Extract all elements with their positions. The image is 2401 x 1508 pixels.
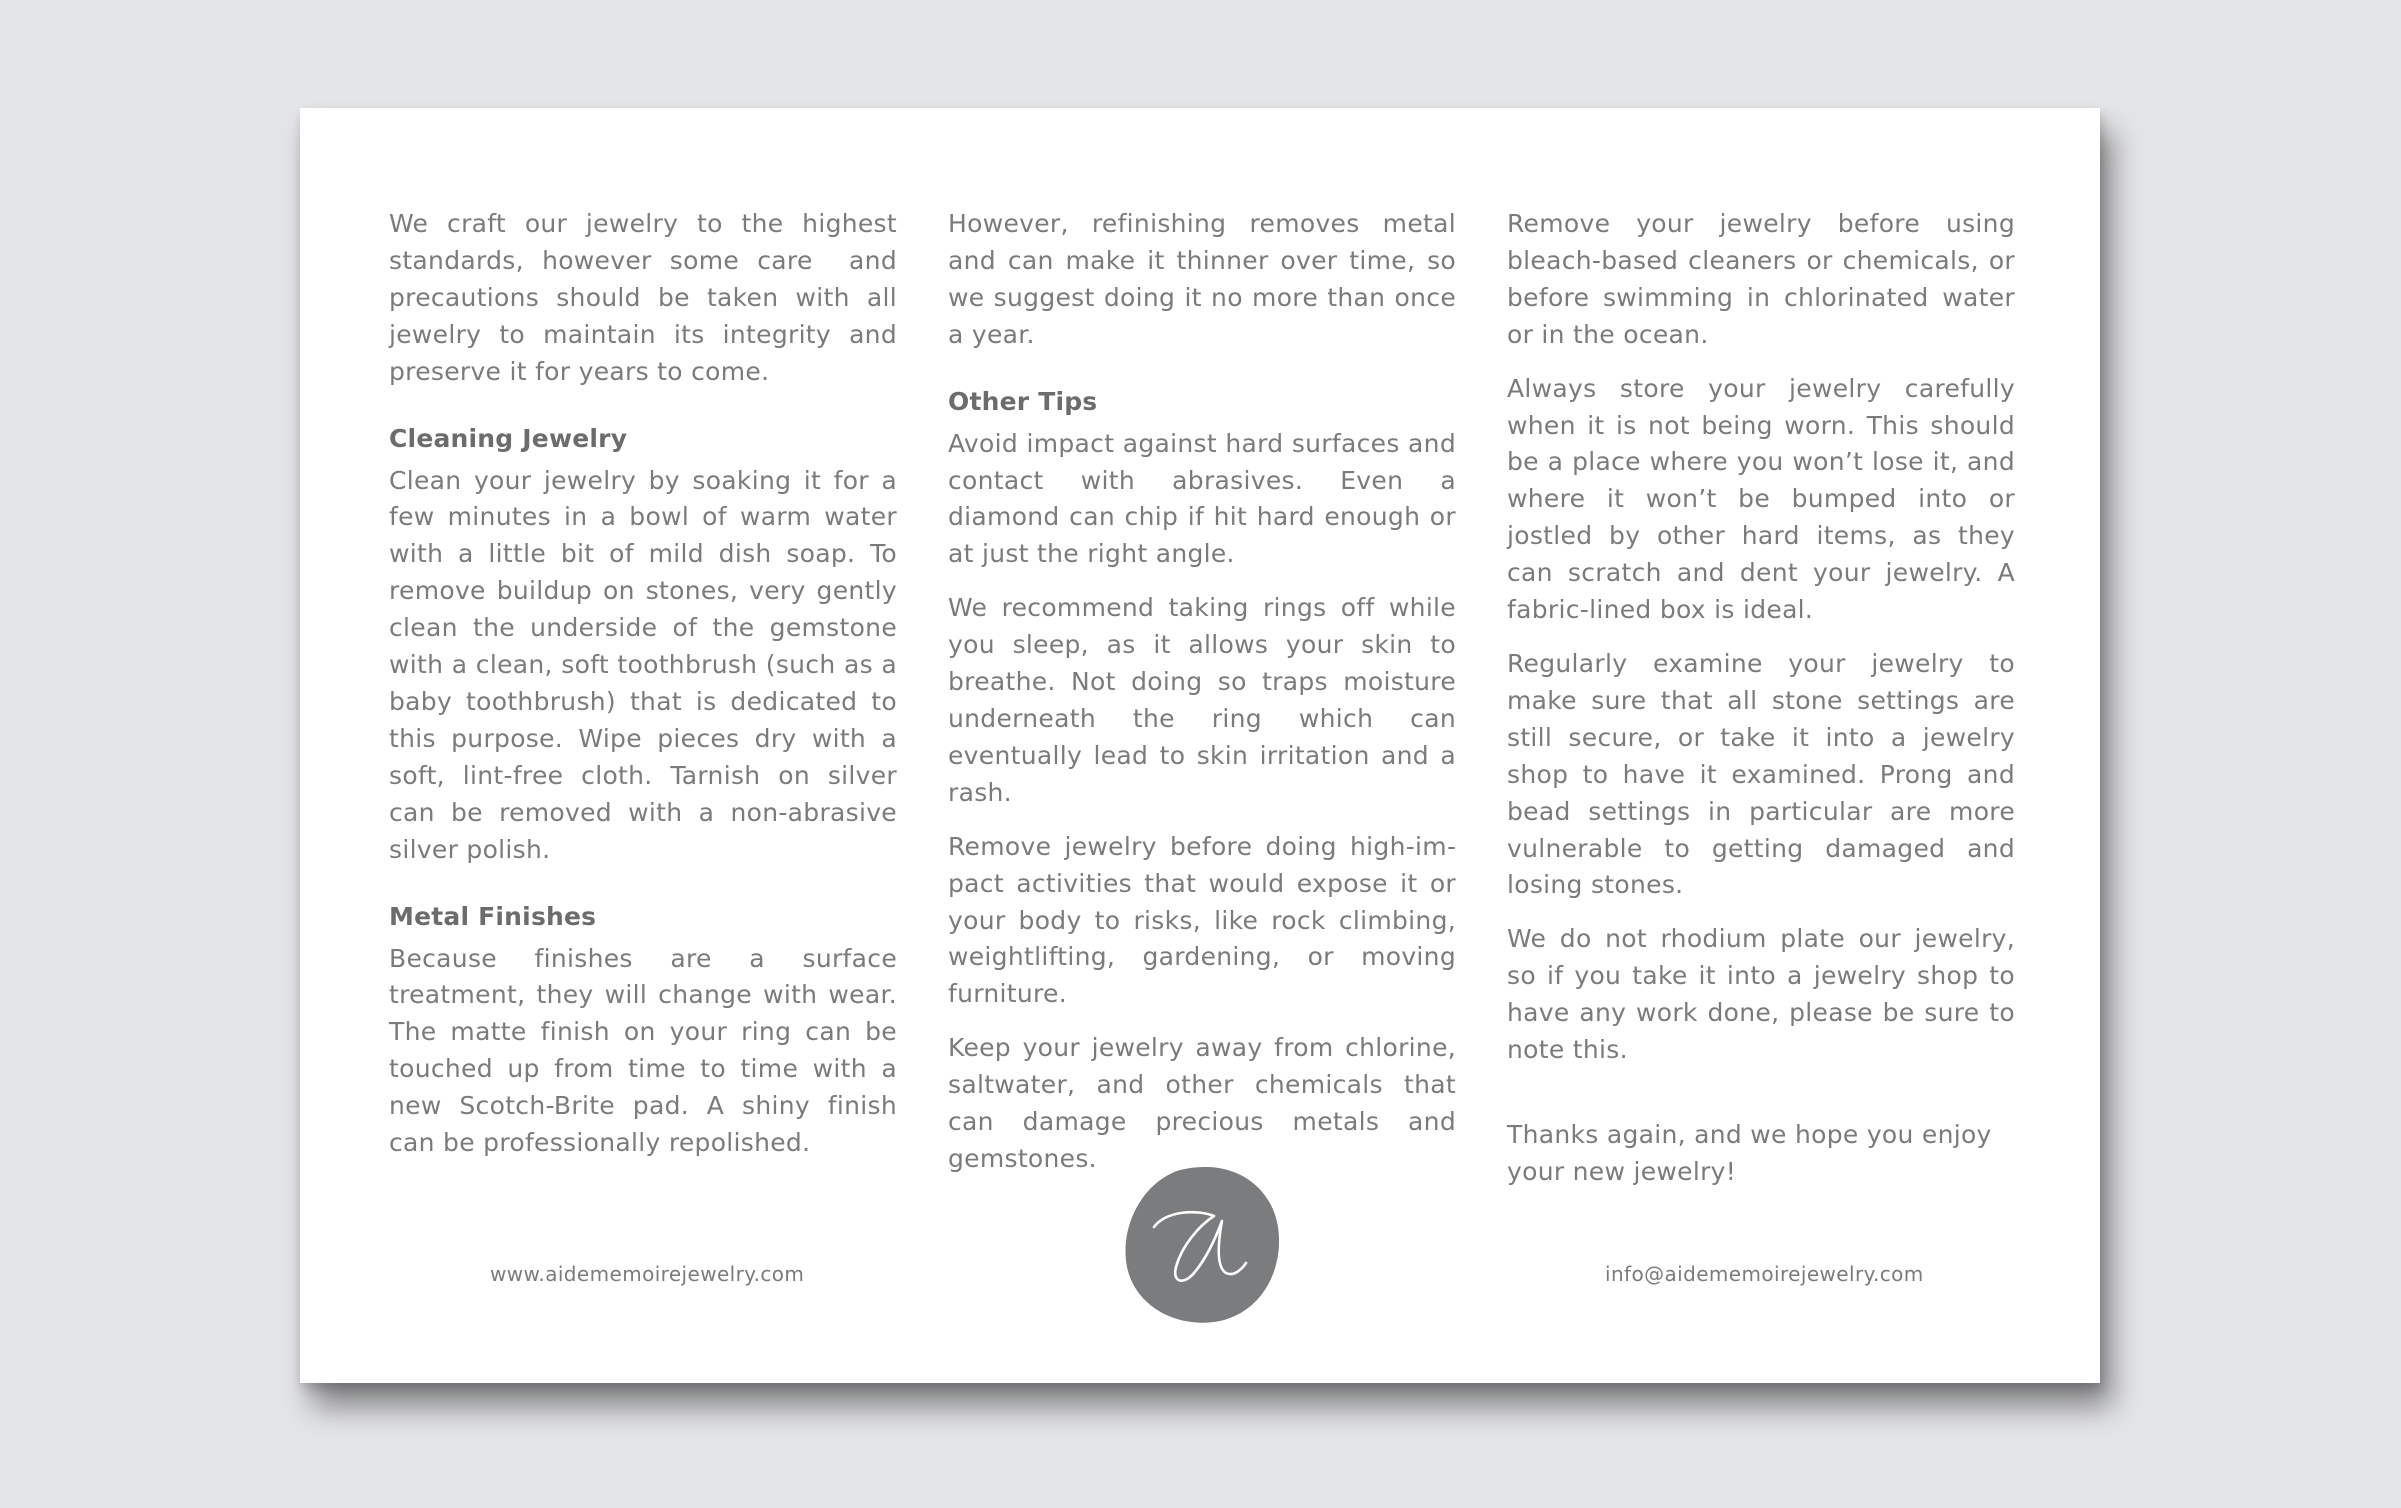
rhodium-tip-paragraph: We do not rhodium plate our jewelry, so if you take it into a jewelry shop to have any work done, please be sure to note this.: [1507, 924, 2015, 1065]
cleaning-jewelry-heading: Cleaning Jewelry: [389, 423, 628, 453]
website-link[interactable]: www.aidememoirejewelry.com: [490, 1262, 805, 1286]
sleep-tip-paragraph: We recommend taking rings off while you sleep, as it allows your skin to breathe. Not doing so traps moisture underneath the ring which can eventually lead to skin irritation and a rash.: [948, 593, 1456, 807]
column-1: [389, 206, 897, 1179]
column-2: [948, 206, 1456, 1195]
intro-paragraph: We craft our jewelry to the highest standards, however some care and precautions should be taken with all jewelry to maintain its integrity and preserve it for years to come.: [389, 209, 897, 386]
email-link[interactable]: info@aidememoirejewelry.com: [1605, 1262, 1924, 1286]
metal-finishes-heading: Metal Finishes: [389, 901, 597, 931]
thanks-paragraph: Thanks again, and we hope you enjoy your new jewelry!: [1507, 1119, 1992, 1186]
examine-tip-paragraph: Regularly examine your jewelry to make sure that all stone settings are still secure, or take it into a jewelry shop to have it examined. Prong and bead settings in particular are more vulnerable to getting damaged and losing stones.: [1507, 648, 2015, 900]
monogram-logo: [1122, 1163, 1282, 1325]
activities-tip-paragraph: Remove jewelry before doing high-impact activities that would expose it or your body to risks, like rock climbing, weightlifting, gardening, or moving furniture.: [948, 831, 1456, 1009]
care-card: [300, 108, 2100, 1383]
column-3: [1507, 206, 2015, 1208]
bleach-tip-paragraph: Remove your jewelry before using bleach-based cleaners or chemicals, or before swimming in chlorinated water or in the ocean.: [1507, 209, 2015, 349]
storage-tip-paragraph: Always store your jewelry carefully when it is not being worn. This should be a place where you won’t lose it, and where it won’t be bumped into or jostled by other hard items, as they can scratch and dent your jewelry. A fabric-lined box is ideal.: [1507, 373, 2015, 625]
impact-tip-paragraph: Avoid impact against hard surfaces and contact with abrasives. Even a diamond can chip if hit hard enough or at just the right angle.: [948, 428, 1456, 569]
refinishing-paragraph: However, refinishing removes metal and can make it thinner over time, so we suggest doing it no more than once a year.: [948, 209, 1456, 349]
other-tips-heading: Other Tips: [948, 386, 1098, 416]
chlorine-tip-paragraph: Keep your jewelry away from chlorine, saltwater, and other chemicals that can damage precious metals and gemstones.: [948, 1033, 1456, 1173]
metal-finishes-paragraph: Because finishes are a surface treatment, they will change with wear. The matte finish on your ring can be touched up from time to time with a new Scotch-Brite pad. A shiny finish can be professionally repolished.: [389, 943, 897, 1158]
cleaning-jewelry-paragraph: Clean your jewelry by soaking it for a few minutes in a bowl of warm water with a little bit of mild dish soap. To remove buildup on stones, very gently clean the underside of the gemstone with a clean, soft toothbrush (such as a baby toothbrush) that is dedicated to this purpose. Wipe pieces dry with a soft, lint-free cloth. Tarnish on silver can be removed with a non-abrasive silver polish.: [389, 465, 897, 864]
logo-badge-shape: [1126, 1167, 1280, 1323]
